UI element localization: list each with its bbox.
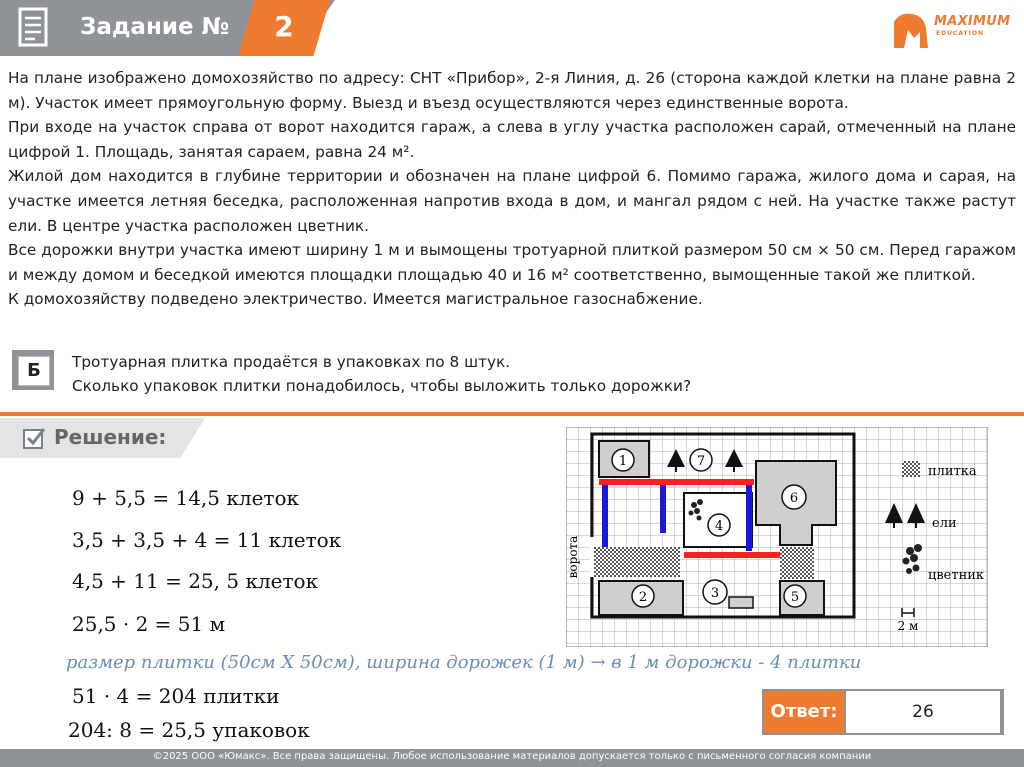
plan-number-4: 4 [714, 519, 724, 534]
plan-number-2: 2 [638, 590, 648, 605]
solution-note: размер плитки (50см Х 50см), ширина дорожек (1 м) → в 1 м дорожки - 4 плитки [66, 652, 862, 673]
solution-line-6: 204: 8 = 25,5 упаковок [68, 718, 310, 742]
section-divider [0, 412, 1024, 416]
answer-label: Ответ: [764, 691, 844, 733]
answer-value: 26 [846, 691, 1000, 733]
task-letter: Б [18, 356, 50, 386]
plan-number-7: 7 [696, 454, 706, 469]
path-blue-right [746, 485, 752, 551]
path-red-top [599, 479, 754, 485]
grill [729, 597, 753, 608]
task-number: 2 [274, 10, 294, 43]
solution-line-5: 51 · 4 = 204 плитки [72, 684, 280, 708]
solution-line-3: 4,5 + 11 = 25, 5 клеток [72, 569, 319, 593]
legend-trees-label: ели [932, 516, 957, 531]
problem-paragraph-3: Жилой дом находится в глубине территории и обозначен на плане цифрой 6. Помимо гаража, жилого дома и сарая, на участке имеется летняя беседка, расположенная напротив входа в дом, и мангал рядом с ней. На участке также растут ели. В центре участка расположен цветник. [8, 167, 1016, 235]
task-text [72, 350, 691, 398]
footer-text: ©2025 ООО «Юмакс». Все права защищены. Любое использование материалов допускается только с письменного согласия компании [152, 751, 872, 762]
site-plan [566, 427, 988, 647]
logo-text: MAXIMUM [934, 14, 1011, 29]
plan-number-3: 3 [710, 586, 720, 601]
legend-tile-label: плитка [928, 464, 977, 479]
plan-number-1: 1 [618, 454, 628, 469]
solution-line-4: 25,5 · 2 = 51 м [72, 612, 226, 636]
scale-label: 2 м [897, 619, 919, 633]
problem-paragraph-1: На плане изображено домохозяйство по адресу: СНТ «Прибор», 2-я Линия, д. 26 (сторона каждой клетки на плане равна 2 м). Участок имеет прямоугольную форму. Выезд и въезд осуществляются через единственные ворота. [8, 69, 1016, 112]
header [0, 0, 1024, 62]
problem-text [8, 66, 1016, 312]
plan-number-5: 5 [790, 590, 800, 605]
task-line-1: Тротуарная плитка продаётся в упаковках по 8 штук. [72, 353, 511, 371]
legend-flowers-label: цветник [928, 568, 985, 583]
document-icon [14, 6, 54, 50]
problem-paragraph-4: Все дорожки внутри участка имеют ширину 1 м и вымощены тротуарной плиткой размером 50 см × 50 см. Перед гаражом и между домом и беседкой имеются площадки площадью 40 и 16 м² соответственно, вымощенные такой же плиткой. [8, 241, 1016, 284]
path-red-middle [684, 552, 780, 558]
gate-label: ворота [566, 535, 580, 579]
solution-line-2: 3,5 + 3,5 + 4 = 11 клеток [72, 528, 342, 552]
problem-paragraph-5: К домохозяйству подведено электричество. Имеется магистральное газоснабжение. [8, 290, 703, 309]
task-line-2: Сколько упаковок плитки понадобилось, чтобы выложить только дорожки? [72, 377, 692, 395]
tile-area-gate [594, 547, 680, 577]
solution-line-1: 9 + 5,5 = 14,5 клеток [72, 486, 300, 510]
plan-number-6: 6 [789, 491, 799, 506]
logo-subtext: EDUCATION [936, 30, 984, 37]
legend-tile-swatch [902, 461, 920, 477]
header-title: Задание № [80, 14, 230, 40]
tile-area-house [780, 547, 814, 579]
path-blue-left [602, 485, 608, 547]
path-blue-middle [660, 485, 666, 533]
problem-paragraph-2: При входе на участок справа от ворот находится гараж, а слева в углу участка расположен сарай, отмеченный на плане цифрой 1. Площадь, занятая сараем, равна 24 м². [8, 118, 1016, 161]
checkbox-checked-icon [22, 426, 46, 450]
solution-title: Решение: [54, 425, 167, 449]
